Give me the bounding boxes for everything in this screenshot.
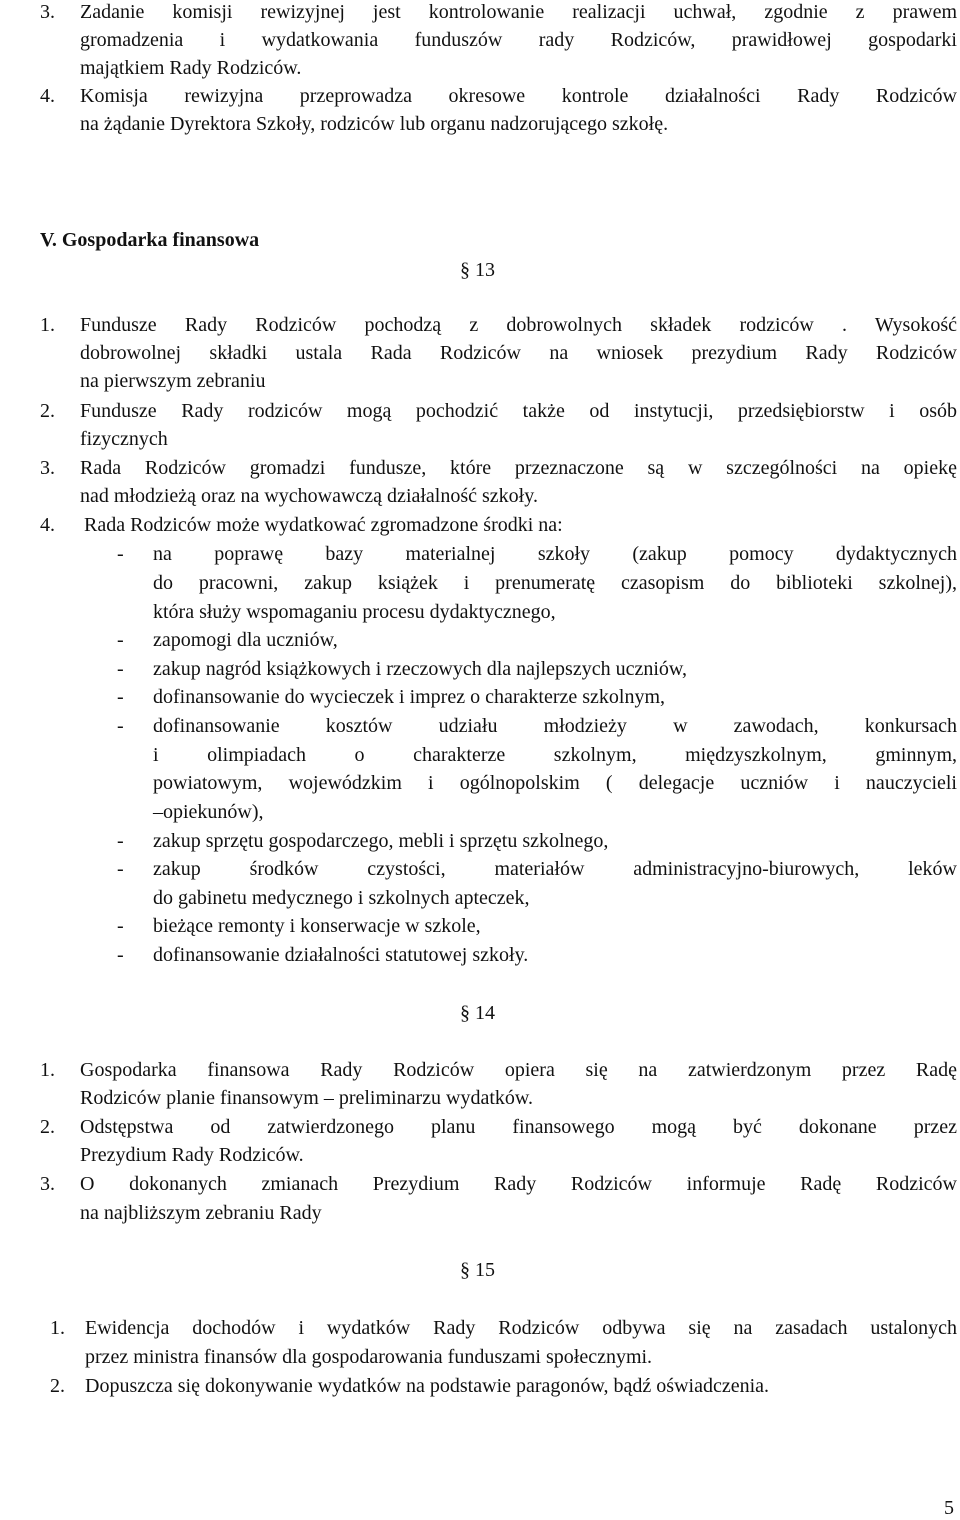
item-text-line: na najbliższym zebraniu Rady bbox=[80, 1202, 322, 1224]
item-text-line: Rada Rodziców może wydatkować zgromadzone środki na: bbox=[84, 514, 563, 536]
bullet-dash: - bbox=[117, 715, 124, 737]
bullet-dash: - bbox=[117, 944, 124, 966]
bullet-text-line: powiatowym, wojewódzkim i ogólnopolskim ( delegacje uczniów i nauczycieli bbox=[153, 772, 957, 794]
bullet-text-line: zakup środków czystości, materiałów administracyjno-biurowych, leków bbox=[153, 858, 957, 880]
item-text-line: Gospodarka finansowa Rady Rodziców opiera się na zatwierdzonym przez Radę bbox=[80, 1059, 957, 1081]
bullet-text-line: i olimpiadach o charakterze szkolnym, międzyszkolnym, gminnym, bbox=[153, 744, 957, 766]
item-text-line: Dopuszcza się dokonywanie wydatków na podstawie paragonów, bądź oświadczenia. bbox=[85, 1375, 770, 1397]
bullet-dash: - bbox=[117, 658, 124, 680]
paragraph-label: § 14 bbox=[460, 1002, 495, 1024]
paragraph-label: § 15 bbox=[460, 1259, 495, 1281]
item-text-line: na żądanie Dyrektora Szkoły, rodziców lub organu nadzorującego szkołę. bbox=[80, 113, 669, 135]
item-number: 1. bbox=[50, 1317, 65, 1339]
page-number: 5 bbox=[944, 1497, 954, 1519]
bullet-text-line: która służy wspomaganiu procesu dydaktycznego, bbox=[153, 601, 556, 623]
item-text-line: Odstępstwa od zatwierdzonego planu finansowego mogą być dokonane przez bbox=[80, 1116, 957, 1138]
item-text-line: Rada Rodziców gromadzi fundusze, które przeznaczone są w szczególności na opiekę bbox=[80, 457, 957, 479]
item-text-line: na pierwszym zebraniu bbox=[80, 370, 266, 392]
item-text-line: Fundusze Rady Rodziców pochodzą z dobrowolnych składek rodziców . Wysokość bbox=[80, 314, 957, 336]
bullet-text-line: –opiekunów), bbox=[153, 801, 264, 823]
item-text-line: Fundusze Rady rodziców mogą pochodzić także od instytucji, przedsiębiorstw i osób bbox=[80, 400, 957, 422]
item-text-line: O dokonanych zmianach Prezydium Rady Rodziców informuje Radę Rodziców bbox=[80, 1173, 957, 1195]
item-number: 3. bbox=[40, 457, 55, 479]
item-number: 3. bbox=[40, 1, 55, 23]
item-number: 3. bbox=[40, 1173, 55, 1195]
item-text-line: Prezydium Rady Rodziców. bbox=[80, 1144, 304, 1166]
bullet-dash: - bbox=[117, 830, 124, 852]
bullet-text-line: zapomogi dla uczniów, bbox=[153, 629, 338, 651]
paragraph-label: § 13 bbox=[460, 259, 495, 281]
item-number: 2. bbox=[50, 1375, 65, 1397]
item-number: 1. bbox=[40, 314, 55, 336]
item-text-line: Rodziców planie finansowym – preliminarzu wydatków. bbox=[80, 1087, 534, 1109]
bullet-dash: - bbox=[117, 858, 124, 880]
item-number: 2. bbox=[40, 400, 55, 422]
item-text-line: Zadanie komisji rewizyjnej jest kontrolowanie realizacji uchwał, zgodnie z prawem bbox=[80, 1, 957, 23]
bullet-dash: - bbox=[117, 629, 124, 651]
bullet-text-line: do pracowni, zakup książek i prenumeratę czasopism do biblioteki szkolnej), bbox=[153, 572, 957, 594]
item-text-line: przez ministra finansów dla gospodarowania funduszami społecznymi. bbox=[85, 1346, 653, 1368]
item-text-line: dobrowolnej składki ustala Rada Rodziców na wniosek prezydium Rady Rodziców bbox=[80, 342, 957, 364]
bullet-dash: - bbox=[117, 915, 124, 937]
bullet-text-line: dofinansowanie kosztów udziału młodzieży w zawodach, konkursach bbox=[153, 715, 957, 737]
bullet-text-line: zakup nagród książkowych i rzeczowych dla najlepszych uczniów, bbox=[153, 658, 688, 680]
item-text-line: Ewidencja dochodów i wydatków Rady Rodziców odbywa się na zasadach ustalonych bbox=[85, 1317, 957, 1339]
item-number: 4. bbox=[40, 514, 55, 536]
item-number: 2. bbox=[40, 1116, 55, 1138]
bullet-text-line: dofinansowanie działalności statutowej szkoły. bbox=[153, 944, 529, 966]
item-text-line: Komisja rewizyjna przeprowadza okresowe kontrole działalności Rady Rodziców bbox=[80, 85, 957, 107]
bullet-text-line: na poprawę bazy materialnej szkoły (zakup pomocy dydaktycznych bbox=[153, 543, 957, 565]
bullet-text-line: dofinansowanie do wycieczek i imprez o charakterze szkolnym, bbox=[153, 686, 666, 708]
item-number: 4. bbox=[40, 85, 55, 107]
bullet-text-line: zakup sprzętu gospodarczego, mebli i sprzętu szkolnego, bbox=[153, 830, 609, 852]
item-number: 1. bbox=[40, 1059, 55, 1081]
bullet-text-line: do gabinetu medycznego i szkolnych apteczek, bbox=[153, 887, 530, 909]
bullet-dash: - bbox=[117, 686, 124, 708]
section-heading: V. Gospodarka finansowa bbox=[40, 229, 260, 251]
item-text-line: majątkiem Rady Rodziców. bbox=[80, 57, 302, 79]
bullet-dash: - bbox=[117, 543, 124, 565]
item-text-line: gromadzenia i wydatkowania funduszów rady Rodziców, prawidłowej gospodarki bbox=[80, 29, 957, 51]
bullet-text-line: bieżące remonty i konserwacje w szkole, bbox=[153, 915, 481, 937]
item-text-line: fizycznych bbox=[80, 428, 168, 450]
item-text-line: nad młodzieżą oraz na wychowawczą działalność szkoły. bbox=[80, 485, 538, 507]
